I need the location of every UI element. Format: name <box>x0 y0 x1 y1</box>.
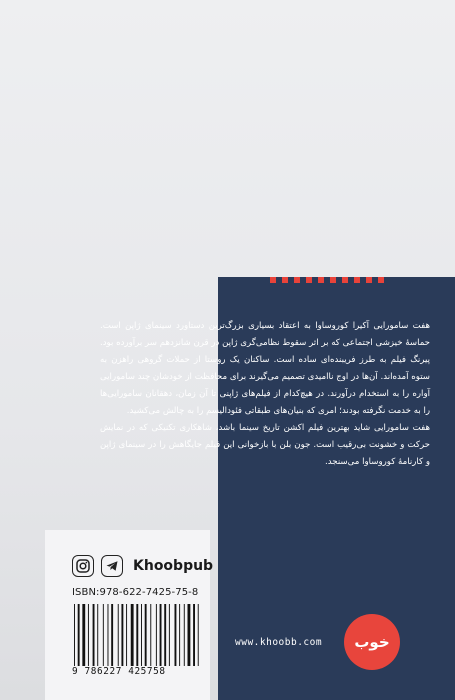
synopsis-paragraph-1: هفت سامورایی آکیرا کوروساوا به اعتقاد بسیاری بزرگ‌ترین دستاورد سینمای ژاپن است. حماسهٔ خیزشی اجتماعی که بر اثر سقوط نظامی‌گری ژاپن در قرن شانزدهم سر برآورده بود. پیرنگ فیلم به طرز فریبنده‌ای ساده است. ساکنان یک روستا از حملات گروهی راهزن به ستوه آمده‌اند. آن‌ها در اوج ناامیدی تصمیم می‌گیرند برای محافظت از خودشان چند سامورایی آواره را به استخدام درآورند. در هیچ‌کدام از فیلم‌های ژاپنی تا آن زمان، دهقانان سامورایی‌ها را به خدمت نگرفته بودند؛ امری که بنیان‌های طبقاتی فئودالیسم را به چالش می‌کشید. <box>100 321 430 416</box>
logo-text: خوب <box>354 633 390 651</box>
red-dot-divider <box>270 277 384 283</box>
barcode <box>72 604 210 666</box>
social-row <box>72 555 213 577</box>
instagram-icon <box>72 555 94 577</box>
telegram-icon <box>101 555 123 577</box>
isbn-number: ISBN:978-622-7425-75-8 <box>72 587 199 598</box>
barcode-digits: 9 786227 425758 <box>72 666 166 677</box>
website-url: www.khoobb.com <box>235 637 323 648</box>
synopsis-text <box>100 318 430 471</box>
publisher-logo <box>344 614 400 670</box>
synopsis-paragraph-2: هفت سامورایی شاید بهترین فیلم اکشن تاریخ سینما باشد، شاهکاری تکنیکی که در نمایش حرکت و خشونت بی‌رقیب است. جون بلن با بازخوانی این فیلم جایگاهش را در سینمای ژاپن و کارنامهٔ کوروساوا می‌سنجد. <box>100 423 430 467</box>
social-handle: Khoobpub <box>133 558 214 574</box>
